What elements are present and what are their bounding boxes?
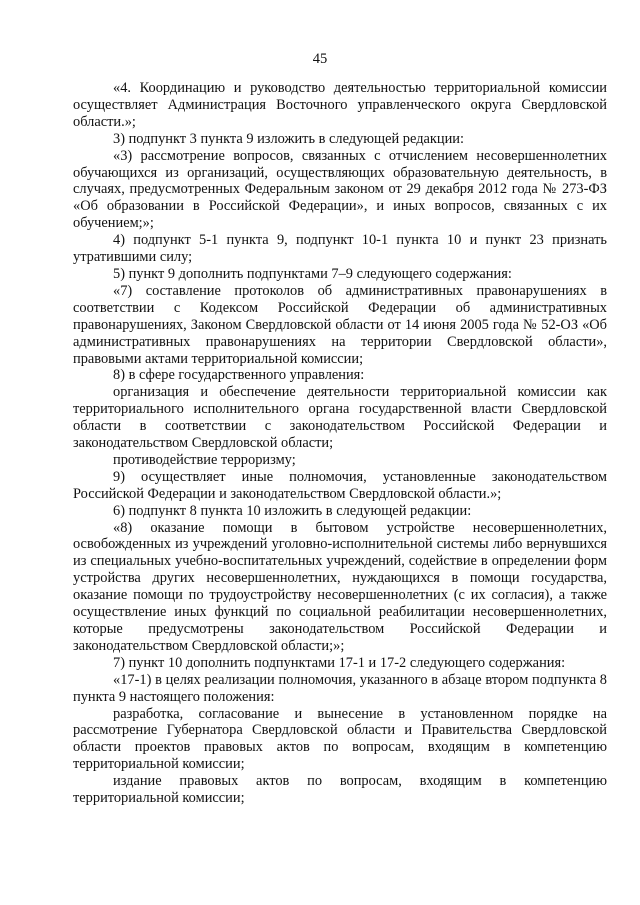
paragraph: организация и обеспечение деятельности территориальной комиссии как территориального исполнительного органа государственной власти Свердловской области в соответствии с законодательством Российской Федерации и законодательством Свердловской области; xyxy=(73,384,607,452)
paragraph: 4) подпункт 5-1 пункта 9, подпункт 10-1 пункта 10 и пункт 23 признать утратившими силу; xyxy=(73,232,607,266)
paragraph: разработка, согласование и вынесение в установленном порядке на рассмотрение Губернатора Свердловской области и Правительства Свердловской области проектов правовых актов по вопросам, входящим в компетенцию территориальной комиссии; xyxy=(73,705,607,773)
paragraph: 3) подпункт 3 пункта 9 изложить в следующей редакции: xyxy=(113,130,464,147)
paragraph: «4. Координацию и руководство деятельностью территориальной комиссии осуществляет Администрация Восточного управленческого округа Свердловской области.»; xyxy=(73,80,607,130)
paragraph: 8) в сфере государственного управления: xyxy=(113,367,365,384)
page-number: 45 xyxy=(312,51,328,67)
paragraph: противодействие терроризму; xyxy=(113,451,296,468)
paragraph: 6) подпункт 8 пункта 10 изложить в следующей редакции: xyxy=(113,502,472,519)
paragraph: издание правовых актов по вопросам, входящим в компетенцию территориальной комиссии; xyxy=(73,773,607,807)
paragraph: «8) оказание помощи в бытовом устройстве несовершеннолетних, освобожденных из учреждений уголовно-исполнительной системы либо вернувшихся из специальных учебно-воспитательных учреждений, содействие в определении форм устройства других несовершеннолетних, нуждающихся в помощи государства, оказание помощи по трудоустройству несовершеннолетних (с их согласия), а также осуществление иных функций по социальной реабилитации несовершеннолетних, которые предусмотрены законодательством Российской Федерации и законодательством Свердловской области;»; xyxy=(73,519,607,654)
paragraph: «3) рассмотрение вопросов, связанных с отчислением несовершеннолетних обучающихся из организаций, осуществляющих образовательную деятельность, в случаях, предусмотренных Федеральным законом от 29 декабря 2012 года № 273-ФЗ «Об образовании в Российской Федерации», и иных вопросов, связанных с их обучением;»; xyxy=(73,147,607,232)
paragraph: «17-1) в целях реализации полномочия, указанного в абзаце втором подпункта 8 пункта 9 настоящего положения: xyxy=(73,671,607,705)
paragraph: «7) составление протоколов об административных правонарушениях в соответствии с Кодексом Российской Федерации об административных правонарушениях, Законом Свердловской области от 14 июня 2005 года № 52-ОЗ «Об административных правонарушениях на территории Свердловской области», правовыми актами территориальной комиссии; xyxy=(73,282,607,367)
document-body xyxy=(73,80,607,807)
paragraph: 5) пункт 9 дополнить подпунктами 7–9 следующего содержания: xyxy=(113,265,512,282)
paragraph: 9) осуществляет иные полномочия, установленные законодательством Российской Федерации и законодательством Свердловской области.»; xyxy=(73,468,607,502)
paragraph: 7) пункт 10 дополнить подпунктами 17-1 и 17-2 следующего содержания: xyxy=(113,654,566,671)
